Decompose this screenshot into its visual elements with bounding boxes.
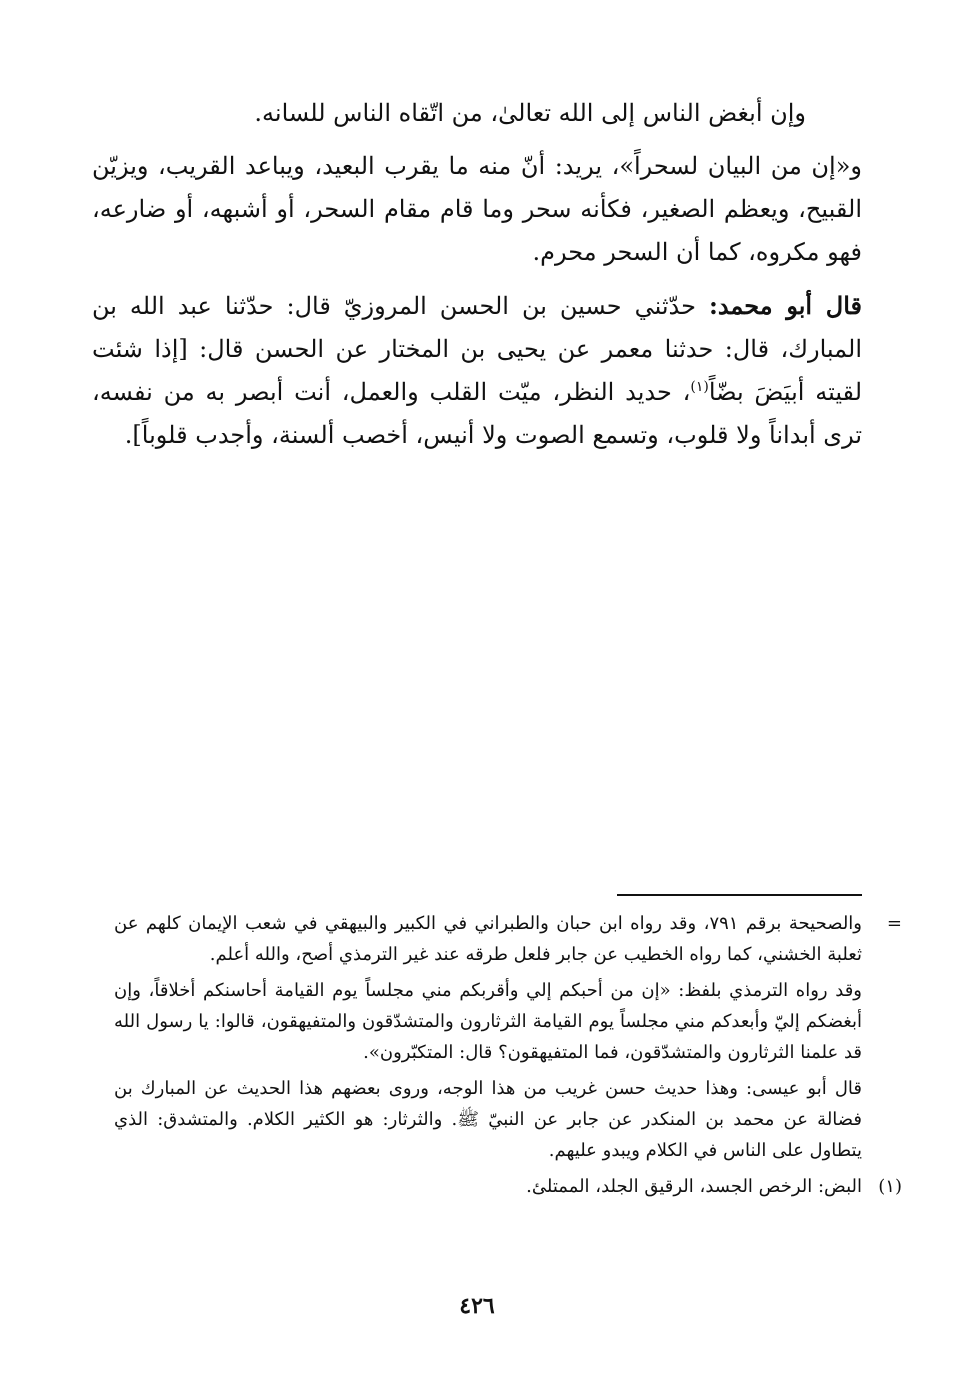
footnotes (114, 908, 902, 1207)
footnote-1 (114, 1171, 902, 1202)
paragraph-2: و«إن من البيان لسحراً»، يريد: أنّ منه ما يقرب البعيد، ويباعد القريب، ويزيّن القبيح، ويعظم الصغير، فكأنه سحر وما قام مقام السحر، أو أشبهه، أو ضارعه، فهو مكروه، كما أن السحر محرم. (92, 152, 862, 266)
footnote-reference[interactable]: (١) (690, 379, 709, 395)
footnote-separator (617, 894, 862, 896)
footnote-continuation-text-1: والصحيحة برقم ٧٩١، وقد رواه ابن حبان والطبراني في الكبير والبيهقي في شعب الإيمان كلهم عن ثعلبة الخشني، كما رواه الخطيب عن جابر فلعل طرقه عند غير الترمذي أصح، والله أعلم. (114, 913, 862, 965)
paragraph-3-text-b: ، حديد النظر، ميّت القلب والعمل، أنت أبصر به من نفسه، ترى أبداناً ولا قلوب، وتسمع الصوت ولا أنيس، أخصب ألسنة، وأجدب قلوباً]. (92, 378, 862, 449)
paragraph-1: وإن أبغض الناس إلى الله تعالىٰ، من اتّقاه الناس للسانه. (254, 99, 806, 127)
footnote-continuation-1 (114, 908, 902, 970)
footnote-1-text: البض: الرخص الجسد، الرقيق الجلد، الممتلئ. (526, 1176, 862, 1197)
paragraph-3 (92, 284, 862, 457)
footnote-1-marker: (١) (878, 1176, 902, 1197)
main-text (92, 92, 862, 467)
paragraph-3-text-a: حدّثني حسين بن الحسن المروزيّ قال: حدّثنا عبد الله بن المبارك، قال: حدثنا معمر عن يحيى بن المختار عن الحسن قال: [إذا شئت لقيته أبيَضَ بضّاً (92, 292, 863, 406)
footnote-continuation-3: قال أبو عيسى: وهذا حديث حسن غريب من هذا الوجه، وروى بعضهم هذا الحديث عن المبارك بن فضالة عن محمد بن المنكدر عن جابر عن النبيّ ﷺ. والثرثار: هو الكثير الكلام. والمتشدق: الذي يتطاول على الناس في الكلام ويبدو عليهم. (114, 1078, 862, 1161)
continuation-marker: = (886, 913, 902, 934)
speaker-name: قال أبو محمد: (708, 291, 863, 320)
footnote-continuation-2: وقد رواه الترمذي بلفظ: «إن من أحبكم إلي وأقربكم مني مجلساً يوم القيامة أحاسنكم أخلاقاً، وإن أبغضكم إليّ وأبعدكم مني مجلساً يوم القيامة الثرثارون والمتشدّقون والمتفيهقون، قالوا: يا رسول الله قد علمنا الثرثارون والمتشدّقون، فما المتفيهقون؟ قال: المتكبّرون». (114, 980, 862, 1063)
page-number: ٤٢٦ (459, 1293, 495, 1319)
